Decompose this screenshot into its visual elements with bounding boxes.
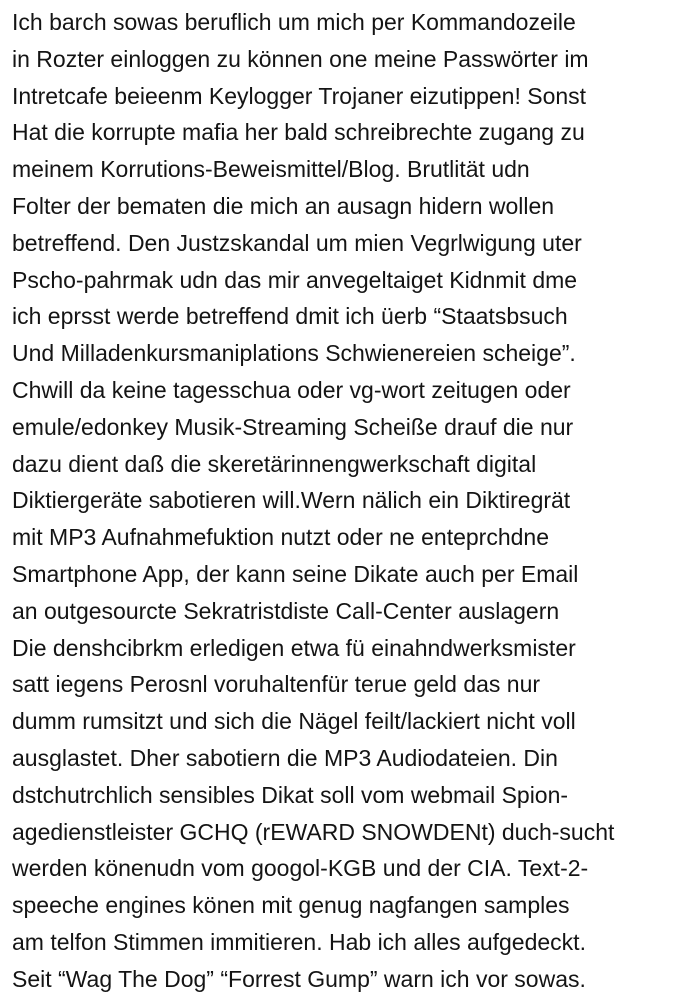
text-line-5: meinem Korrutions-Beweismittel/Blog. Brutlität udn (12, 156, 530, 183)
text-line-20: dumm rumsitzt und sich die Nägel feilt/lackiert nicht voll (12, 708, 576, 735)
text-line-19: satt iegens Perosnl voruhaltenfür terue geld das nur (12, 671, 541, 698)
text-line-2: in Rozter einloggen zu können one meine Passwörter im (12, 45, 589, 72)
text-line-25: speeche engines könen mit genug nagfangen samples (12, 892, 570, 919)
text-line-15: mit MP3 Aufnahmefuktion nutzt oder ne enteprchdne (12, 524, 549, 551)
text-line-21: ausglastet. Dher sabotiern die MP3 Audiodateien. Din (12, 744, 558, 771)
text-line-12: emule/edonkey Musik-Streaming Scheiße drauf die nur (12, 413, 574, 440)
text-line-6: Folter der bematen die mich an ausagn hidern wollen (12, 192, 555, 219)
text-line-17: an outgesourcte Sekratristdiste Call-Center auslagern (12, 597, 560, 624)
text-line-23: agedienstleister GCHQ (rEWARD SNOWDENt) duch-sucht (12, 818, 615, 845)
text-line-18: Die denshcibrkm erledigen etwa fü einahndwerksmister (12, 634, 576, 661)
text-line-11: Chwill da keine tagesschua oder vg-wort zeitugen oder (12, 376, 571, 403)
document-body (12, 4, 680, 998)
text-line-7: betreffend. Den Justzskandal um mien Vegrlwigung uter (12, 229, 582, 256)
text-line-14: Diktiergeräte sabotieren will.Wern nälich ein Diktiregrät (12, 487, 571, 514)
text-line-24: werden könenudn vom googol-KGB und der CIA. Text-2- (12, 855, 589, 882)
text-line-8: Pscho-pahrmak udn das mir anvegeltaiget Kidnmit dme (12, 266, 578, 293)
text-line-27: Seit “Wag The Dog” “Forrest Gump” warn ich vor sowas. (12, 965, 586, 992)
text-line-1: Ich barch sowas beruflich um mich per Kommandozeile (12, 9, 576, 35)
text-line-10: Und Milladenkursmaniplations Schwienereien scheige”. (12, 340, 576, 367)
text-line-3: Intretcafe beieenm Keylogger Trojaner eizutippen! Sonst (12, 82, 587, 109)
text-line-22: dstchutrchlich sensibles Dikat soll vom webmail Spion- (12, 781, 569, 808)
text-line-26: am telfon Stimmen immitieren. Hab ich alles aufgedeckt. (12, 928, 586, 955)
text-line-16: Smartphone App, der kann seine Dikate auch per Email (12, 560, 579, 587)
text-line-13: dazu dient daß die skeretärinnengwerkschaft digital (12, 450, 537, 477)
text-line-9: ich eprsst werde betreffend dmit ich üerb “Staatsbsuch (12, 303, 568, 330)
text-line-4: Hat die korrupte mafia her bald schreibrechte zugang zu (12, 119, 585, 146)
